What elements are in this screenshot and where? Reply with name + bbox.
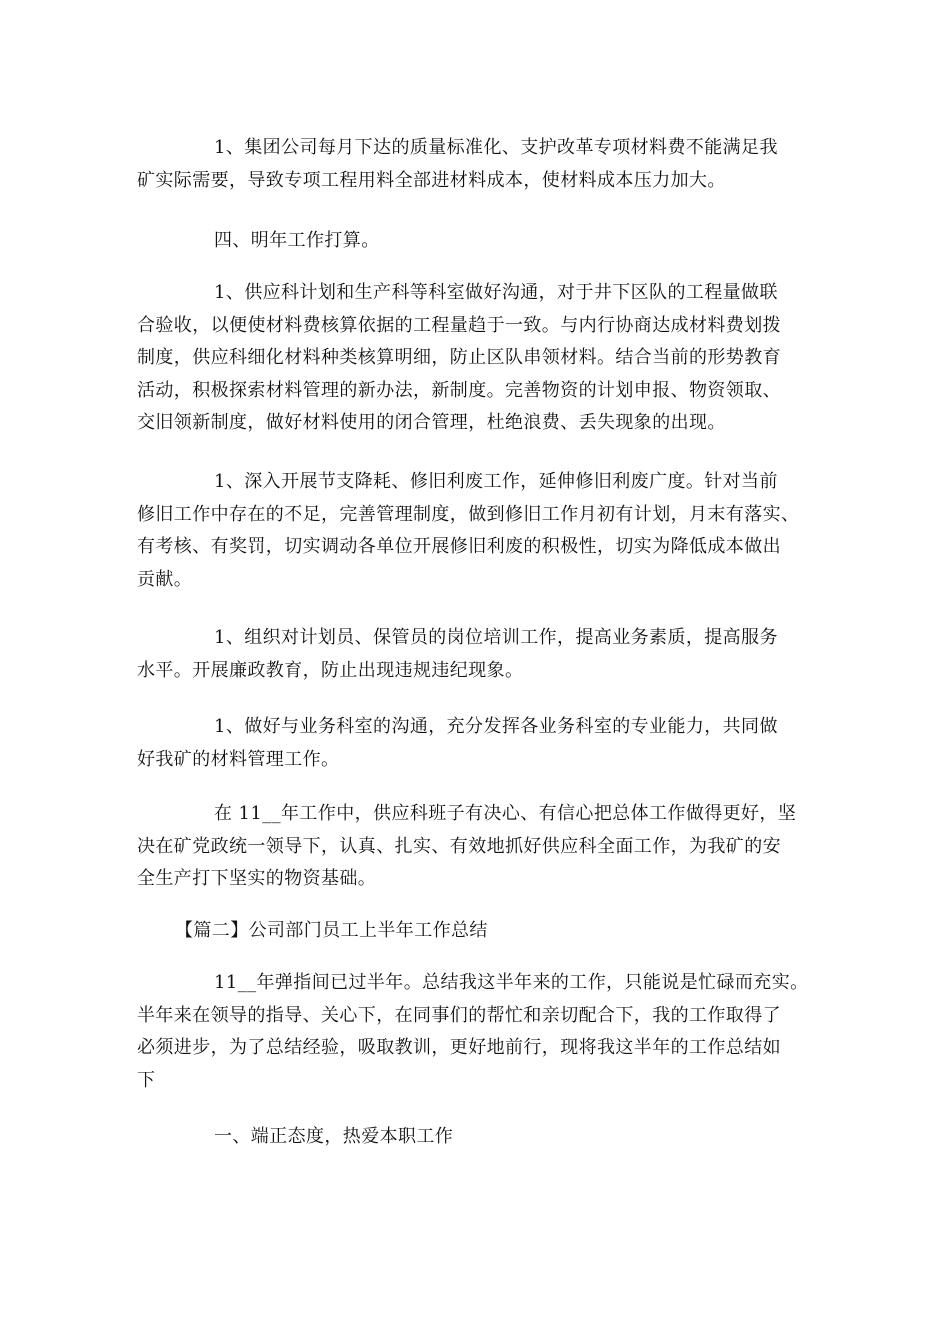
paragraph-line: 贡献。 (137, 568, 193, 590)
paragraph-half-year-summary (137, 967, 827, 1097)
heading-line: 四、明年工作打算。 (214, 230, 380, 251)
paragraph-conclusion (137, 798, 827, 896)
paragraph-line: 决在矿党政统一领导下，认真、扎实、有效地抓好供应科全面工作，为我矿的安 (137, 835, 781, 857)
article-two-title (137, 915, 827, 948)
paragraph-line: 11__年弹指间已过半年。总结我这半年来的工作，只能说是忙碌而充实。 (214, 972, 809, 993)
paragraph-line: 交旧领新制度，做好材料使用的闭合管理，杜绝浪费、丢失现象的出现。 (137, 412, 726, 433)
paragraph-line: 好我矿的材料管理工作。 (137, 748, 340, 770)
paragraph-communication-plan (137, 277, 827, 440)
paragraph-line: 必须进步，为了总结经验，吸取教训，更好地前行，现将我这半年的工作总结如 (137, 1037, 781, 1058)
section-heading-next-year-plan (137, 225, 827, 258)
paragraph-line: 有考核、有奖罚，切实调动各单位开展修旧利废的积极性，切实为降低成本做出 (137, 536, 781, 557)
paragraph-line: 1、供应科计划和生产科等科室做好沟通，对于井下区队的工程量做联 (214, 282, 778, 303)
paragraph-material-cost-issue (137, 132, 827, 197)
paragraph-repair-reuse (137, 466, 827, 596)
paragraph-line: 合验收，以便使材料费核算依据的工程量趋于一致。与内行协商达成材料费划拨 (137, 314, 781, 336)
paragraph-line: 在 11__年工作中，供应科班子有决心、有信心把总体工作做得更好，坚 (214, 803, 797, 824)
paragraph-line: 1、组织对计划员、保管员的岗位培训工作，提高业务素质，提高服务 (214, 627, 778, 648)
paragraph-training (137, 622, 827, 687)
paragraph-line: 1、集团公司每月下达的质量标准化、支护改革专项材料费不能满足我 (214, 137, 778, 158)
paragraph-line: 1、做好与业务科室的沟通，充分发挥各业务科室的专业能力，共同做 (214, 716, 778, 737)
paragraph-line: 矿实际需要，导致专项工程用料全部进材料成本，使材料成本压力加大。 (137, 169, 726, 191)
paragraph-line: 制度，供应科细化材料种类核算明细，防止区队串领材料。结合当前的形势教育 (137, 347, 781, 368)
paragraph-line: 全生产打下坚实的物资基础。 (137, 868, 377, 889)
title-line: 【篇二】公司部门员工上半年工作总结 (175, 920, 488, 941)
heading-line: 一、端正态度，热爱本职工作 (214, 1126, 454, 1147)
paragraph-department-communication (137, 711, 827, 776)
paragraph-line: 1、深入开展节支降耗、修旧利废工作，延伸修旧利废广度。针对当前 (214, 471, 778, 492)
paragraph-line: 水平。开展廉政教育，防止出现违规违纪现象。 (137, 659, 524, 681)
section-heading-attitude (137, 1121, 827, 1154)
paragraph-line: 活动，积极探索材料管理的新办法，新制度。完善物资的计划申报、物资领取、 (137, 379, 781, 401)
paragraph-line: 下 (137, 1069, 156, 1091)
paragraph-line: 修旧工作中存在的不足，完善管理制度，做到修旧工作月初有计划，月末有落实、 (137, 503, 800, 525)
paragraph-line: 半年来在领导的指导、关心下，在同事们的帮忙和亲切配合下，我的工作取得了 (137, 1004, 781, 1026)
